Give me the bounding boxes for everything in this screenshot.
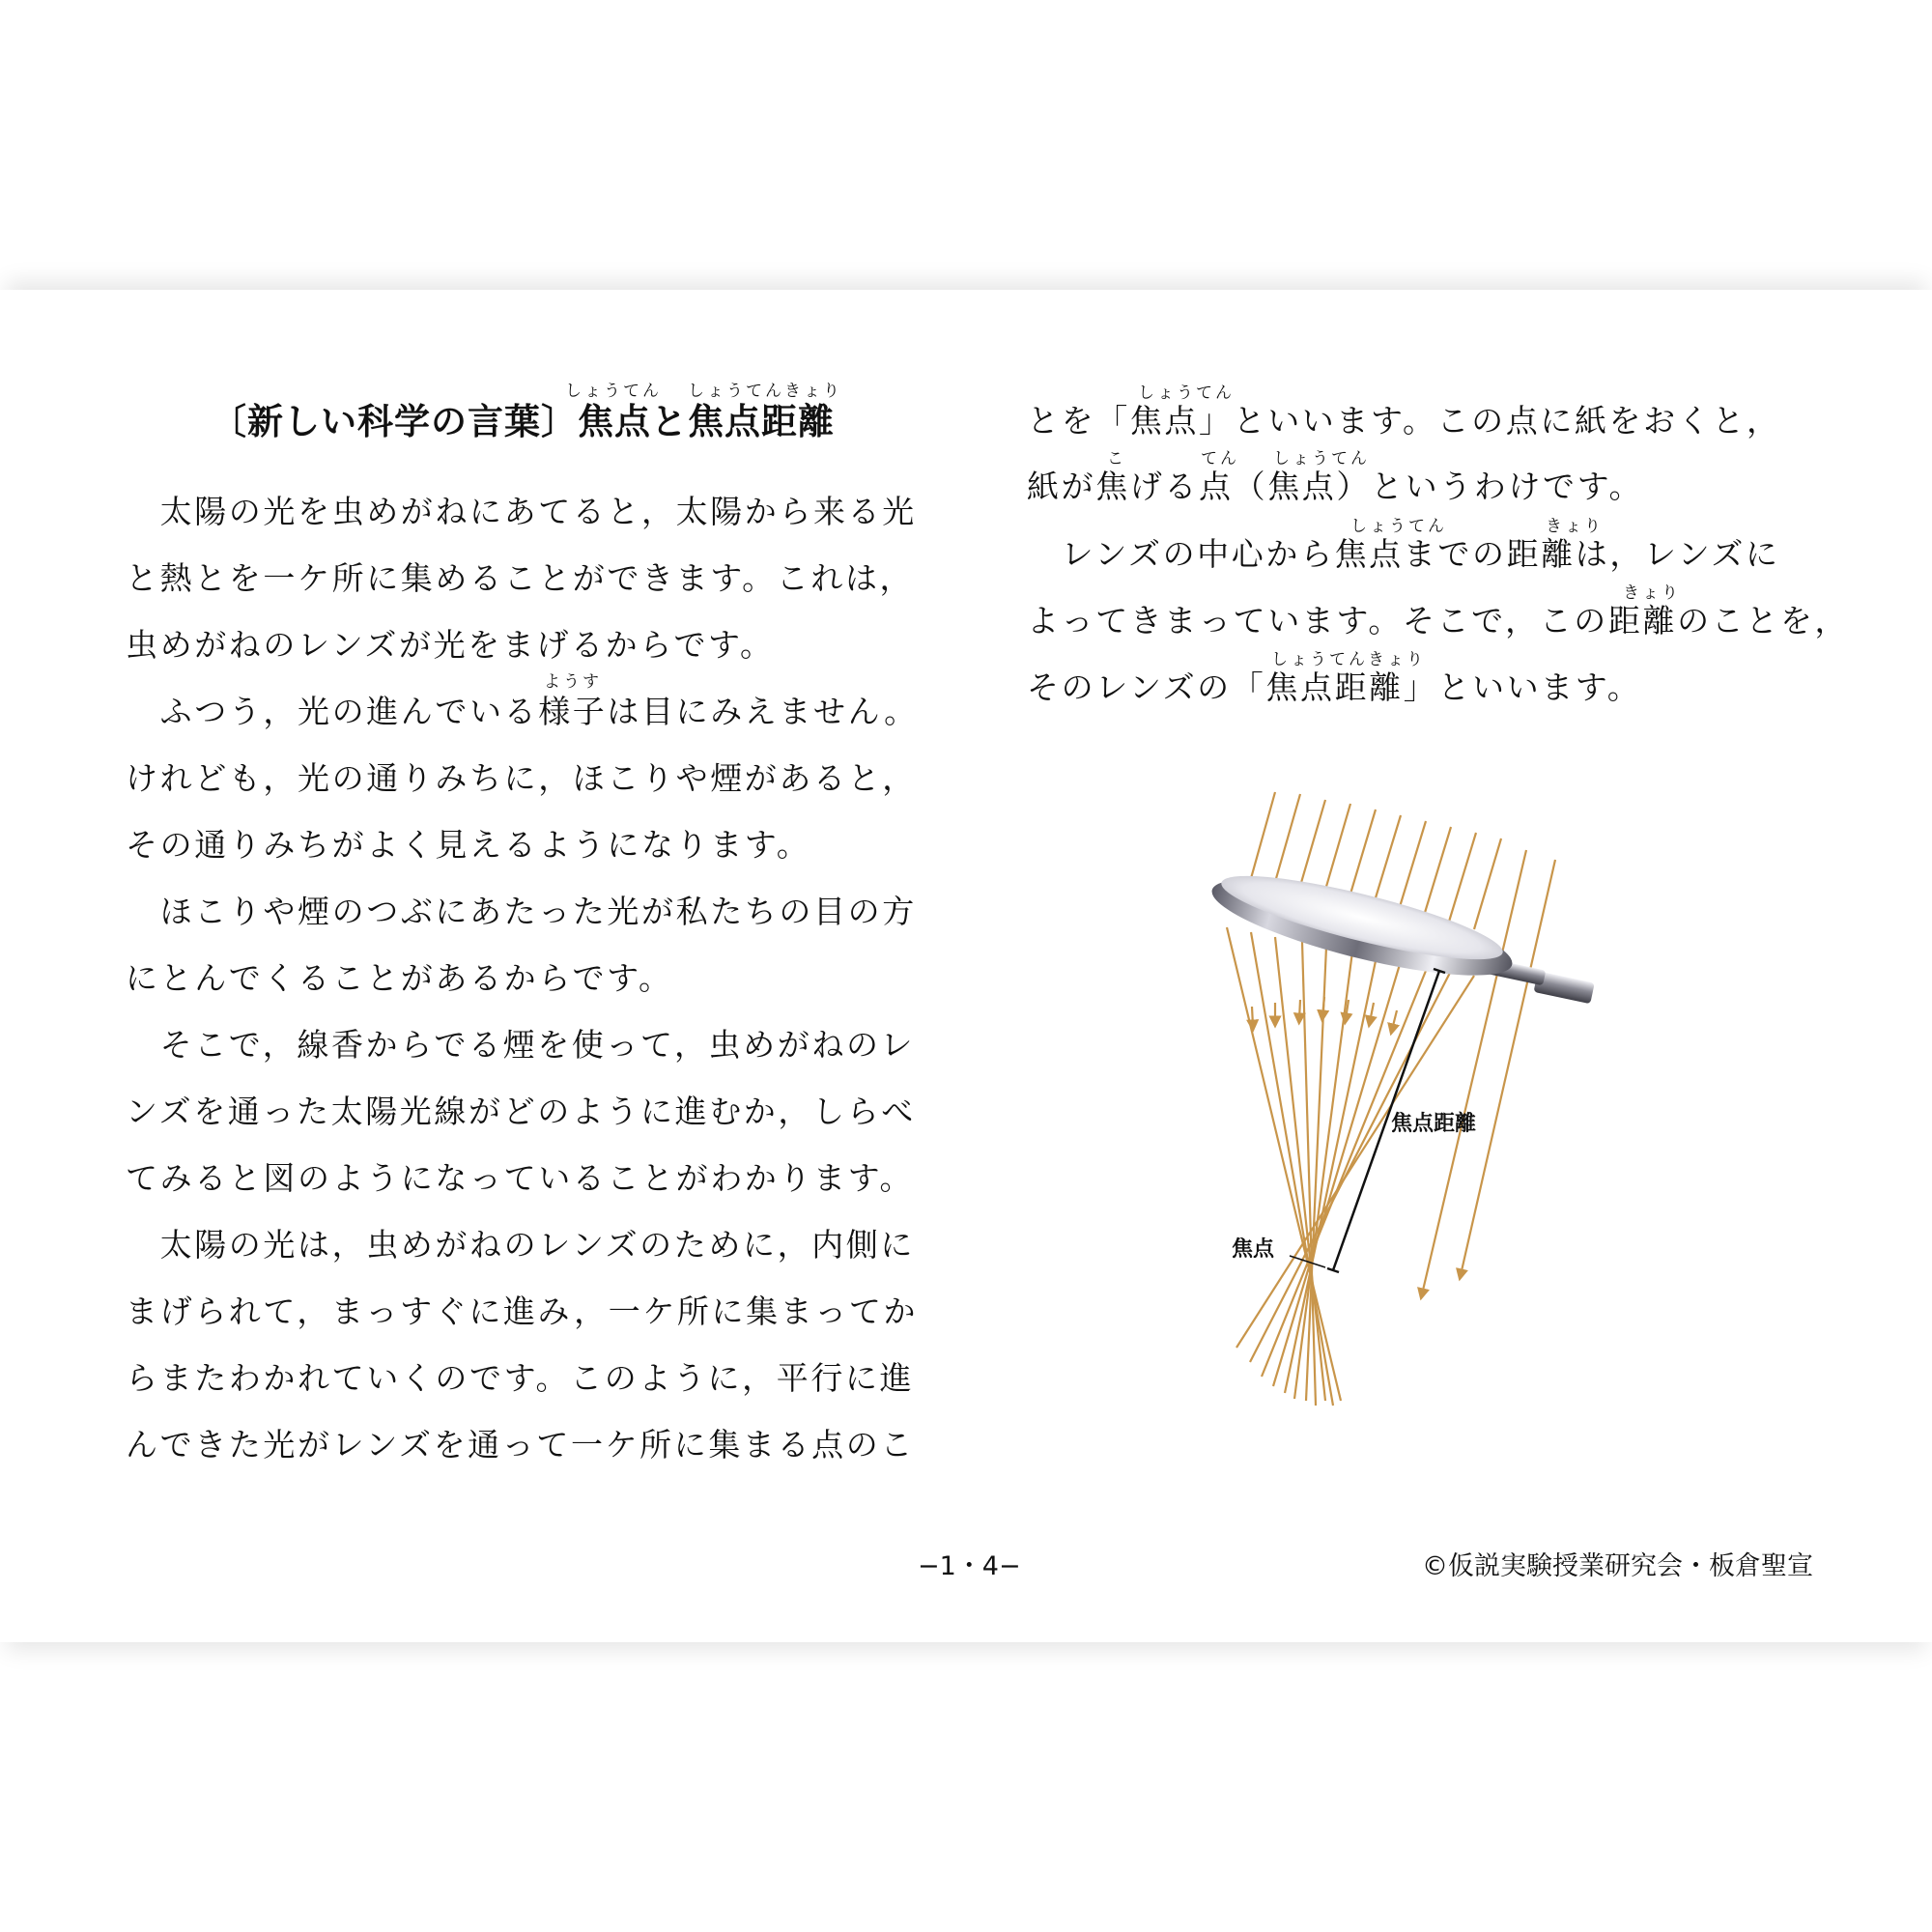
ruby-yousu: ようす <box>544 672 602 692</box>
left-text-line: てみると図のようになっていることがわかります。 <box>126 1159 915 1197</box>
left-text-line: その通りみちがよく見えるようになります。 <box>126 826 811 864</box>
title-term: 焦点と焦点距離 <box>578 401 835 442</box>
right-text-line: とを「焦点」といいます。この点に紙をおくと， <box>1027 402 1781 440</box>
ruby-kyori-2: きょり <box>1623 583 1681 603</box>
ruby-title-shouten: しょうてん <box>565 382 662 401</box>
magnifying-lens <box>1205 860 1595 1004</box>
ruby-shouten-2: しょうてん <box>1273 449 1370 469</box>
ruby-shouten-1: しょうてん <box>1138 384 1235 403</box>
left-text-line: ンズを通った太陽光線がどのように進むか，しらべ <box>126 1093 916 1130</box>
right-text-line: 紙が焦げる点（焦点）というわけです。 <box>1027 468 1644 505</box>
ruby-shoutenkyori: しょうてんきょり <box>1271 650 1426 669</box>
left-text-line: 虫めがねのレンズが光をまげるからです。 <box>126 626 775 664</box>
left-text-line: と熱とを一ケ所に集めることができます。これは， <box>126 559 915 597</box>
ruby-title-shoutenkyori: しょうてんきょり <box>688 382 842 401</box>
right-text-line: レンズの中心から焦点までの距離は，レンズに <box>1027 535 1780 573</box>
refracted-rays <box>1227 927 1477 1406</box>
left-text-line: けれども，光の通りみちに，ほこりや煙があると， <box>126 759 917 797</box>
ruby-kyori-1: きょり <box>1546 517 1604 536</box>
right-text-line: よってきまっています。そこで，この距離のことを， <box>1027 602 1850 639</box>
left-text-line: まげられて，まっすぐに進み，一ケ所に集まってか <box>126 1293 919 1330</box>
page-number: −1・4− <box>918 1551 1021 1581</box>
copyright-notice: ©仮説実験授業研究会・板倉聖宣 <box>1422 1551 1813 1581</box>
lens-focus-diagram <box>1198 782 1700 1410</box>
focal-point-label: 焦点 <box>1232 1237 1275 1262</box>
left-text-line: らまたわかれていくのです。このように，平行に進 <box>126 1359 915 1397</box>
page-title <box>211 398 835 446</box>
ruby-shouten-3: しょうてん <box>1350 517 1447 536</box>
left-text-line: 太陽の光は，虫めがねのレンズのために，内側に <box>126 1226 915 1264</box>
title-bracket-label: 〔新しい科学の言葉〕 <box>211 401 578 442</box>
ruby-ten: てん <box>1201 449 1239 469</box>
right-text-line: そのレンズの「焦点距離」といいます。 <box>1027 668 1642 706</box>
focal-length-label: 焦点距離 <box>1391 1112 1477 1136</box>
outside-rays <box>1422 850 1555 1294</box>
left-text-line: んできた光がレンズを通って一ケ所に集まる点のこ <box>126 1426 915 1463</box>
ruby-ko: こ <box>1107 449 1126 469</box>
left-text-line: 太陽の光を虫めがねにあてると，太陽から来る光 <box>126 493 917 530</box>
left-text-line: ほこりや煙のつぶにあたった光が私たちの目の方 <box>126 893 917 930</box>
left-text-line: そこで，線香からでる煙を使って，虫めがねのレ <box>126 1026 916 1064</box>
left-text-line: ふつう，光の進んでいる様子は目にみえません。 <box>126 693 919 730</box>
left-text-line: にとんでくることがあるからです。 <box>126 959 673 997</box>
